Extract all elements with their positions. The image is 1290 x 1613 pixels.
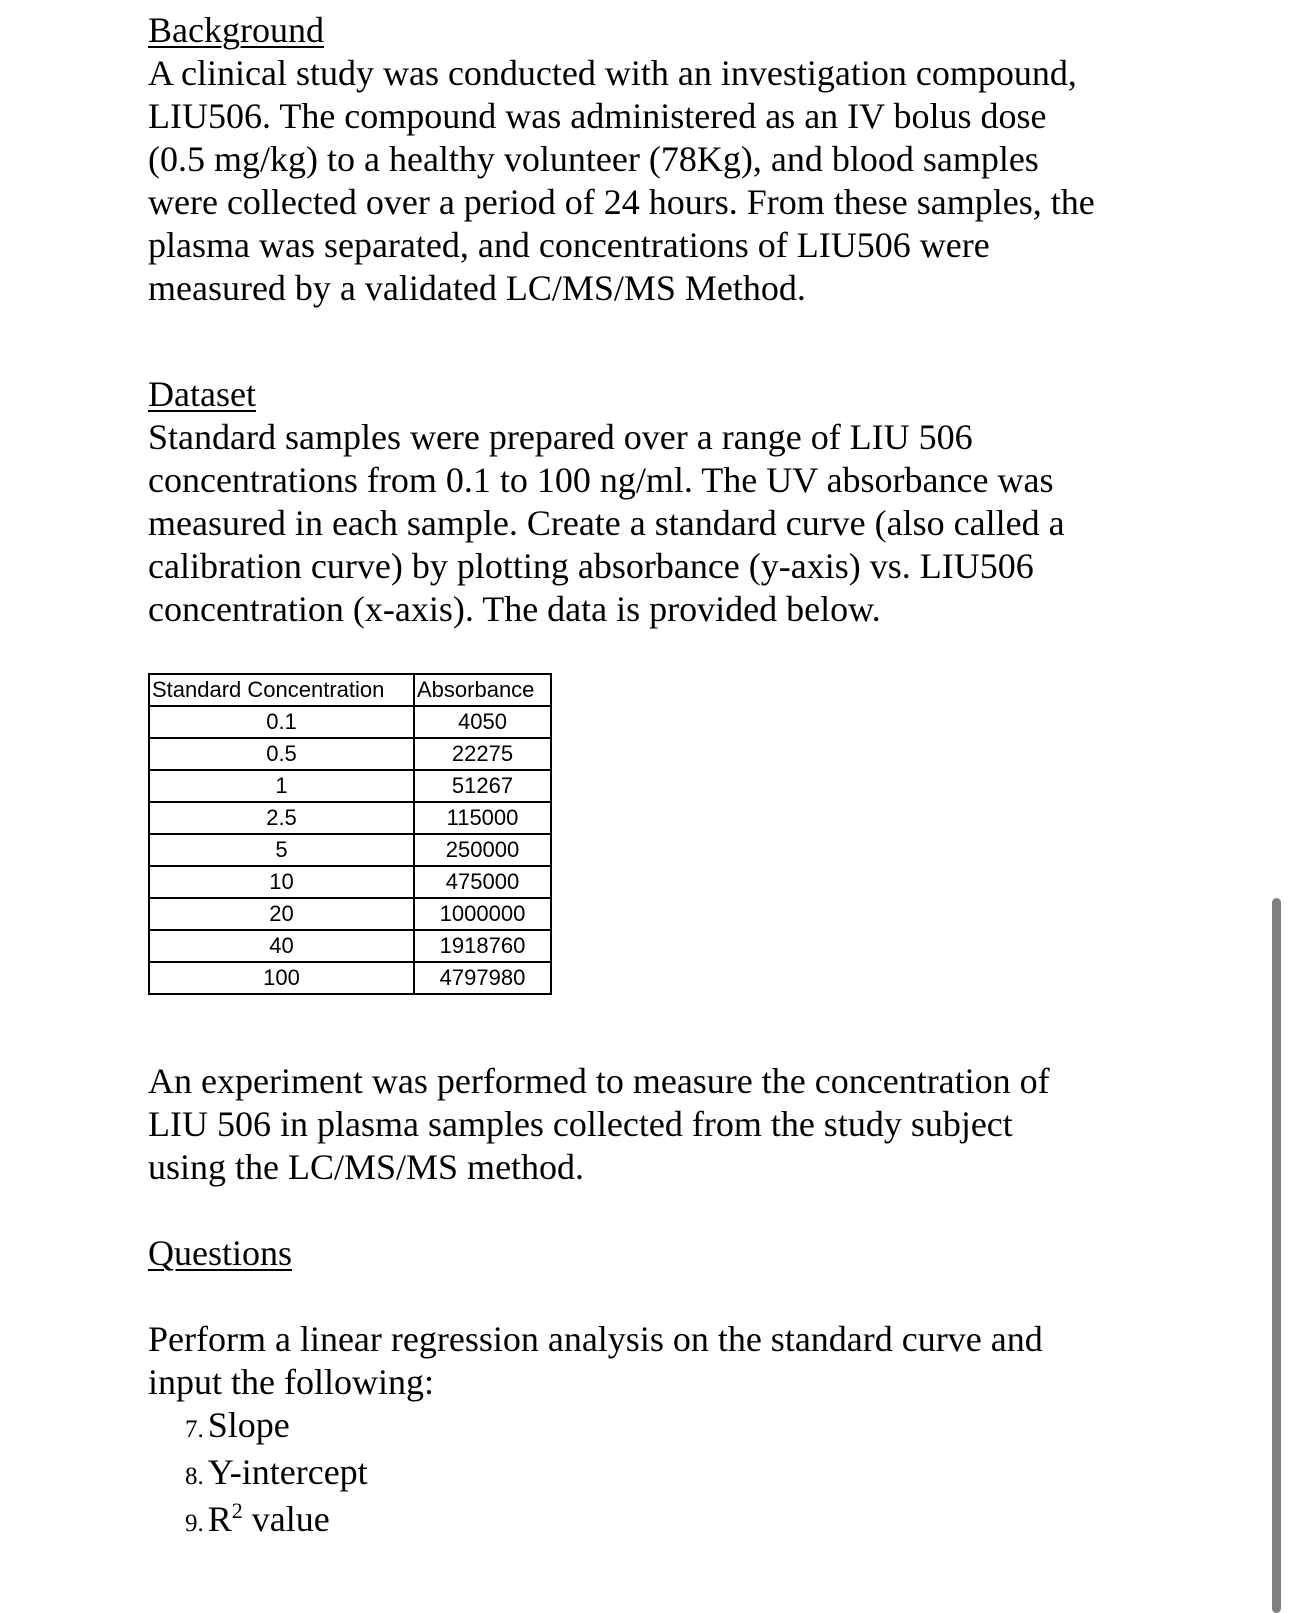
questions-intro: Perform a linear regression analysis on the standard curve and input the following: [148,1319,1043,1402]
concentration-cell: 0.5 [149,738,414,770]
table-row [149,706,551,738]
table-row [149,898,551,930]
dataset-text: Standard samples were prepared over a range of LIU 506 concentrations from 0.1 to 100 ng/ml. The UV absorbance was measured in each sample. Create a standard curve (also called a calibration curve) by plotting absorbance (y-axis) vs. LIU506 concentration (x-axis). The data is provided below. [148,417,1065,629]
absorbance-cell: 475000 [414,866,551,898]
concentration-cell: 40 [149,930,414,962]
background-section [148,9,1148,310]
absorbance-cell: 1918760 [414,930,551,962]
question-label-suffix: value [242,1499,330,1539]
concentration-cell: 1 [149,770,414,802]
absorbance-cell: 4050 [414,706,551,738]
concentration-cell: 5 [149,834,414,866]
question-label: Y-intercept [207,1452,368,1492]
absorbance-cell: 1000000 [414,898,551,930]
table-row [149,770,551,802]
questions-heading: Questions [148,1233,292,1273]
absorbance-cell: 115000 [414,802,551,834]
table-row [149,866,551,898]
table-row [149,802,551,834]
table-row [149,930,551,962]
experiment-section [148,1060,1148,1189]
table-row [149,834,551,866]
question-label: Slope [207,1405,290,1445]
question-number: 9. [185,1510,204,1537]
questions-list [148,1404,368,1545]
absorbance-cell: 4797980 [414,962,551,994]
question-number: 7. [185,1416,204,1443]
question-item-y-intercept [148,1451,368,1498]
absorbance-cell: 250000 [414,834,551,866]
absorbance-cell: 51267 [414,770,551,802]
superscript: 2 [231,1498,243,1523]
question-item-slope [148,1404,368,1451]
concentration-cell: 20 [149,898,414,930]
table-row [149,962,551,994]
absorbance-cell: 22275 [414,738,551,770]
concentration-cell: 0.1 [149,706,414,738]
concentration-cell: 100 [149,962,414,994]
question-label: R [207,1499,232,1539]
dataset-section [148,373,1148,631]
header-concentration: Standard Concentration [149,674,414,706]
question-item-r-squared [148,1498,368,1545]
scrollbar-thumb[interactable] [1272,898,1281,1613]
questions-section [148,1232,1148,1404]
dataset-heading: Dataset [148,374,256,414]
table-row [149,738,551,770]
experiment-text: An experiment was performed to measure the concentration of LIU 506 in plasma samples collected from the study subject using the LC/MS/MS method. [148,1061,1050,1187]
question-number: 8. [185,1463,204,1490]
concentration-cell: 2.5 [149,802,414,834]
background-heading: Background [148,10,324,50]
table-header-row [149,674,551,706]
standard-curve-table [148,673,552,995]
header-absorbance: Absorbance [414,674,551,706]
concentration-cell: 10 [149,866,414,898]
background-text: A clinical study was conducted with an investigation compound, LIU506. The compound was administered as an IV bolus dose (0.5 mg/kg) to a healthy volunteer (78Kg), and blood samples were collected over a period of 24 hours. From these samples, the plasma was separated, and concentrations of LIU506 were measured by a validated LC/MS/MS Method. [148,53,1095,308]
